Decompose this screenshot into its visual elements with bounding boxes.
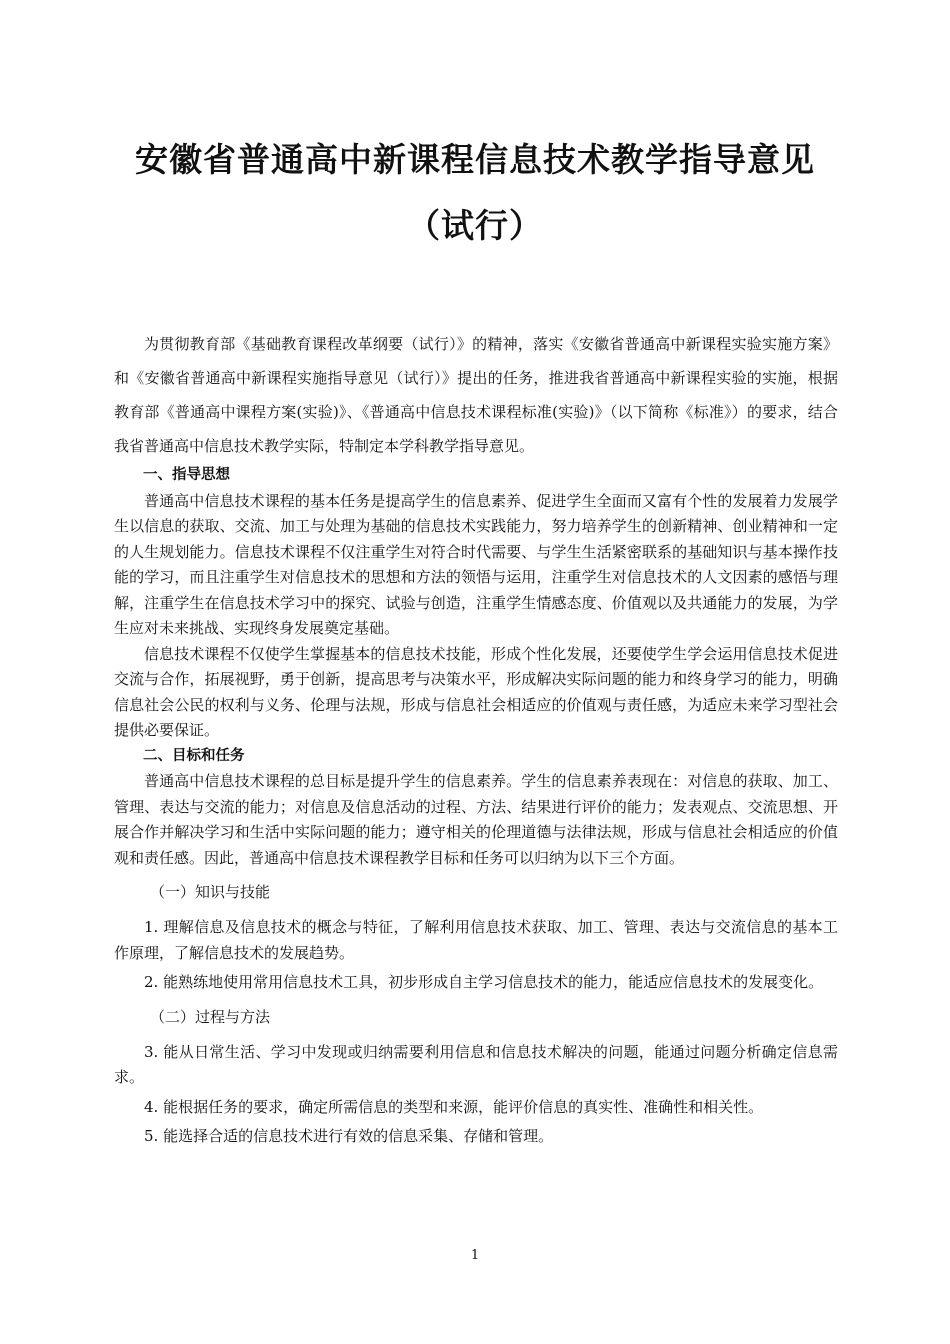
page-number: 1 <box>470 1248 480 1263</box>
list-item: 5. 能选择合适的信息技术进行有效的信息采集、存储和管理。 <box>144 1127 554 1145</box>
intro-paragraph: 为贯彻教育部《基础教育课程改革纲要（试行）》的精神，落实《安徽省普通高中新课程实验实施方案》和《安徽省普通高中新课程实施指导意见（试行）》提出的任务，推进我省普通高中新课程实验的实施，根据教育部《普通高中课程方案(实验)》、《普通高中信息技术课程标准(实验)》（以下简称《标准》）的要求，结合我省普通高中信息技术教学实际，特制定本学科教学指导意见。 <box>114 335 838 455</box>
subsection-heading-knowledge-skills: （一）知识与技能 <box>150 883 271 901</box>
list-item: 2. 能熟练地使用常用信息技术工具，初步形成自主学习信息技术的能力，能适应信息技术的发展变化。 <box>144 973 824 991</box>
section-heading-guiding-thought: 一、指导思想 <box>143 467 230 483</box>
body-paragraph: 普通高中信息技术课程的基本任务是提高学生的信息素养、促进学生全面而又富有个性的发展着力发展学生以信息的获取、交流、加工与处理为基础的信息技术实践能力，努力培养学生的创新精神、创业精神和一定的人生规划能力。信息技术课程不仅注重学生对符合时代需要、与学生生活紧密联系的基础知识与基本操作技能的学习，而且注重学生对信息技术的思想和方法的领悟与运用，注重学生对信息技术的人文因素的感悟与理解，注重学生在信息技术学习中的探究、试验与创造，注重学生情感态度、价值观以及共通能力的发展，为学生应对未来挑战、实现终身发展奠定基础。 <box>114 491 838 637</box>
document-body <box>114 327 838 1154</box>
subsection-heading-process-methods: （二）过程与方法 <box>150 1007 271 1026</box>
body-paragraph: 普通高中信息技术课程的总目标是提升学生的信息素养。学生的信息素养表现在：对信息的获取、加工、管理、表达与交流的能力；对信息及信息活动的过程、方法、结果进行评价的能力；发表观点、交流思想、开展合作并解决学习和生活中实际问题的能力；遵守相关的伦理道德与法律法规，形成与信息社会相适应的价值观和责任感。因此，普通高中信息技术课程教学目标和任务可以归纳为以下三个方面。 <box>114 772 838 867</box>
section-heading-goals-and-tasks: 二、目标和任务 <box>143 747 245 764</box>
list-item: 3. 能从日常生活、学习中发现或归纳需要利用信息和信息技术解决的问题，能通过问题分析确定信息需求。 <box>114 1042 838 1086</box>
list-item: 1. 理解信息及信息技术的概念与特征，了解利用信息技术获取、加工、管理、表达与交流信息的基本工作原理，了解信息技术的发展趋势。 <box>114 918 838 962</box>
body-paragraph: 信息技术课程不仅使学生掌握基本的信息技术技能，形成个性化发展，还要使学生学会运用信息技术促进交流与合作，拓展视野，勇于创新，提高思考与决策水平，形成解决实际问题的能力和终身学习的能力，明确信息社会公民的权利与义务、伦理与法规，形成与信息社会相适应的价值观与责任感，为适应未来学习型社会提供必要保证。 <box>114 644 838 739</box>
document-title: 安徽省普通高中新课程信息技术教学指导意见 <box>135 140 815 179</box>
list-item: 4. 能根据任务的要求，确定所需信息的类型和来源，能评价信息的真实性、准确性和相关性。 <box>144 1097 764 1116</box>
document-subtitle: （试行） <box>407 206 543 245</box>
